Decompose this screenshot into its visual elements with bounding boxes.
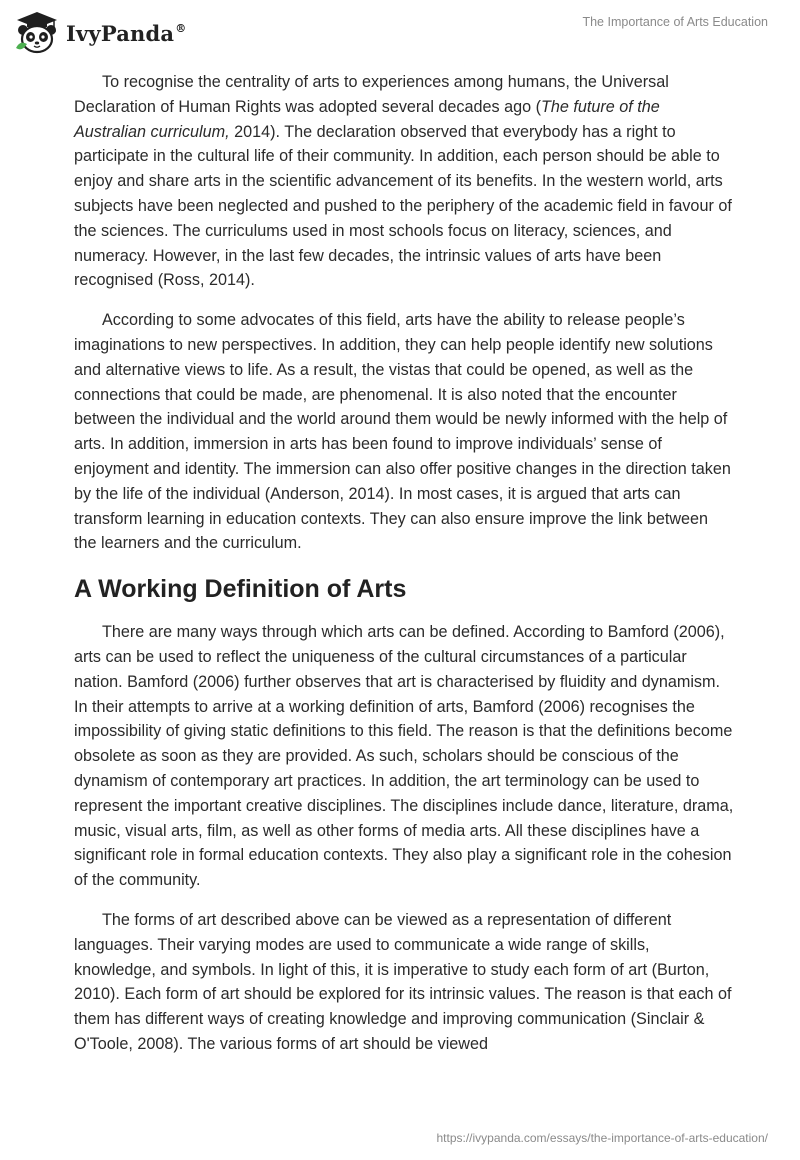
brand-name: IvyPanda® [66,20,187,46]
paragraph-text: According to some advocates of this field, arts have the ability to release people’s imaginations to new perspectives. In addition, they can help people identify new solutions and alternative views to life. As a result, the vistas that could be opened, as well as the connections that could be made, are phenomenal. It is also noted that the encounter between the individual and the world around them would be newly informed with the help of arts. In addition, immersion in arts has been found to improve individuals’ sense of enjoyment and identity. The immersion can also offer positive changes in the direction taken by the life of the individual (Anderson, 2014). In most cases, it is argued that arts can transform learning in education contexts. They can also ensure improve the link between the learners and the curriculum. [74,311,731,553]
intro-paragraphs [74,70,734,556]
panda-logo-icon [14,10,60,56]
paragraph-text: The forms of art described above can be viewed as a representation of different languages. Their varying modes are used to communicate a wide range of skills, knowledge, and symbols. In light of this, it is imperative to study each form of art (Burton, 2010). Each form of art should be explored for its intrinsic values. The reason is that each of them has different ways of creating knowledge and improving communication (Sinclair & O'Toole, 2008). The various forms of art should be viewed [74,910,732,1053]
paragraph-text: 2014). The declaration observed that everybody has a right to participate in the cultural life of their community. In addition, each person should be able to enjoy and share arts in the scientific advancement of its benefits. In the western world, arts subjects have been neglected and pushed to the periphery of the academic field in favour of the sciences. The curriculums used in most schools focus on literacy, sciences, and numeracy. However, in the last few decades, the intrinsic values of arts have been recognised (Ross, 2014). [74,122,732,290]
registered-mark: ® [175,21,187,35]
source-url[interactable]: https://ivypanda.com/essays/the-importance-of-arts-education/ [436,1131,768,1145]
paragraph [74,70,734,293]
paragraph [74,620,734,893]
paragraph-text: To recognise the centrality of arts to experiences among humans, the Universal Declaration of Human Rights was adopted several decades ago ( [74,73,669,116]
section-heading: A Working Definition of Arts [74,575,407,604]
paragraph [74,908,734,1057]
section-paragraphs [74,620,734,1057]
essay-body [74,70,734,1072]
paragraph-text: There are many ways through which arts can be defined. According to Bamford (2006), arts can be used to reflect the uniqueness of the cultural circumstances of a particular nation. Bamford (2006) further observes that art is characterised by fluidity and dynamism. In their attempts to arrive at a working definition of arts, Bamford (2006) recognises the impossibility of giving static definitions to this field. The reason is that the definitions become obsolete as soon as they are provided. As such, scholars should be conscious of the dynamism of contemporary art practices. In addition, the art terminology can be used to represent the important creative disciplines. The disciplines include dance, literature, drama, music, visual arts, film, as well as other forms of media arts. All these disciplines have a significant role in formal education contexts. They also play a significant role in the cohesion of the community. [74,623,734,890]
italic-citation: The future of the Australian curriculum, [74,97,660,141]
paragraph [74,308,734,556]
page-header [0,0,800,70]
running-title: The Importance of Arts Education [582,15,768,29]
brand-logo[interactable] [14,10,186,56]
